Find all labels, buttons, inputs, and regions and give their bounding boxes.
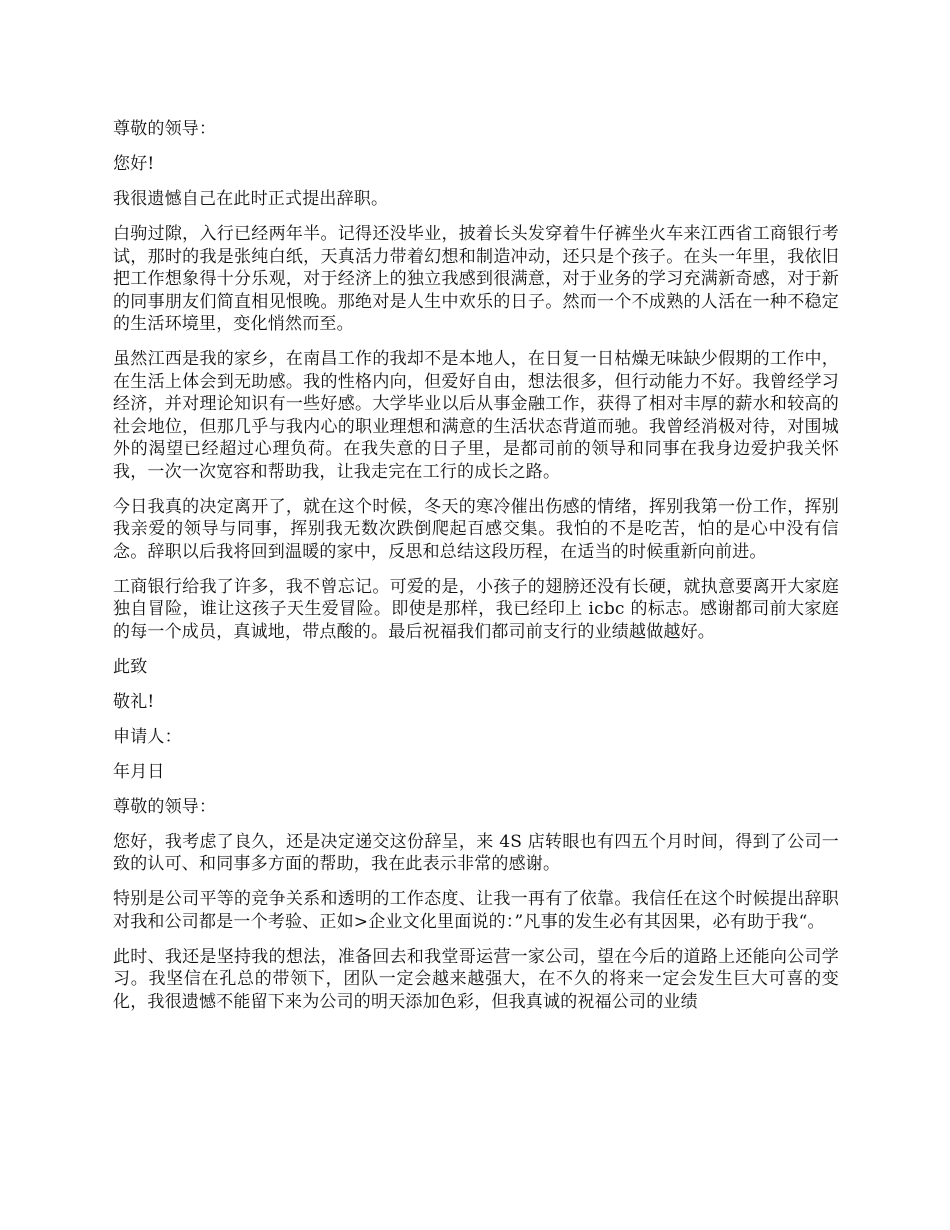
applicant-label: 申请人： <box>113 726 182 747</box>
body-paragraph: 此时、我还是坚持我的想法，准备回去和我堂哥运营一家公司，望在今后的道路上还能向公司学习。我坚信在孔总的带领下，团队一定会越来越强大，在不久的将来一定会发生巨大可喜的变化，我很遗憾不能留下来为公司的明天添加色彩，但我真诚的祝福公司的业绩 <box>113 946 839 1012</box>
body-paragraph: 虽然江西是我的家乡，在南昌工作的我却不是本地人，在日复一日枯燥无味缺少假期的工作中，在生活上体会到无助感。我的性格内向，但爱好自由，想法很多，但行动能力不好。我曾经学习经济，并对理论知识有一些好感。大学毕业以后从事金融工作，获得了相对丰厚的薪水和较高的社会地位，但那几乎与我内心的职业理想和满意的生活状态背道而驰。我曾经消极对待，对围城外的渴望已经超过心理负荷。在我失意的日子里，是都司前的领导和同事在我身边爱护我关怀我，一次一次宽容和帮助我，让我走完在工行的成长之路。 <box>113 349 839 482</box>
body-paragraph: 工商银行给我了许多，我不曾忘记。可爱的是，小孩子的翅膀还没有长硬，就执意要离开大家庭独自冒险，谁让这孩子天生爱冒险。即使是那样，我已经印上 icbc 的标志。感谢都司前大家庭的每一个成员，真诚地，带点酸的。最后祝福我们都司前支行的业绩越做越好。 <box>113 576 839 642</box>
body-paragraph: 白驹过隙，入行已经两年半。记得还没毕业，披着长头发穿着牛仔裤坐火车来江西省工商银行考试，那时的我是张纯白纸，天真活力带着幻想和制造冲动，还只是个孩子。在头一年里，我依旧把工作想象得十分乐观，对于经济上的独立我感到很满意，对于业务的学习充满新奇感，对于新的同事朋友们简直相见恨晚。那绝对是人生中欢乐的日子。然而一个不成熟的人活在一种不稳定的生活环境里，变化悄然而至。 <box>113 224 839 334</box>
greeting: 您好! <box>113 154 155 174</box>
salutation: 尊敬的领导： <box>113 796 217 817</box>
intro-paragraph: 我很遗憾自己在此时正式提出辞职。 <box>113 189 389 209</box>
date-label: 年月日 <box>113 761 165 782</box>
salutation: 尊敬的领导： <box>113 119 217 139</box>
regards: 敬礼! <box>113 691 155 712</box>
closing: 此致 <box>113 656 148 677</box>
body-paragraph: 您好，我考虑了良久，还是决定递交这份辞呈，来 4S 店转眼也有四五个月时间，得到了公司一致的认可、和同事多方面的帮助，我在此表示非常的感谢。 <box>113 831 839 874</box>
body-paragraph: 特别是公司平等的竞争关系和透明的工作态度、让我一再有了依靠。我信任在这个时候提出辞职对我和公司都是一个考验、正如>企业文化里面说的：”凡事的发生必有其因果，必有助于我“。 <box>113 889 839 932</box>
body-paragraph: 今日我真的决定离开了，就在这个时候，冬天的寒冷催出伤感的情绪，挥别我第一份工作，挥别我亲爱的领导与同事，挥别我无数次跌倒爬起百感交集。我怕的不是吃苦，怕的是心中没有信念。辞职以后我将回到温暖的家中，反思和总结这段历程，在适当的时候重新向前进。 <box>113 496 839 562</box>
document-body <box>113 118 839 1026</box>
